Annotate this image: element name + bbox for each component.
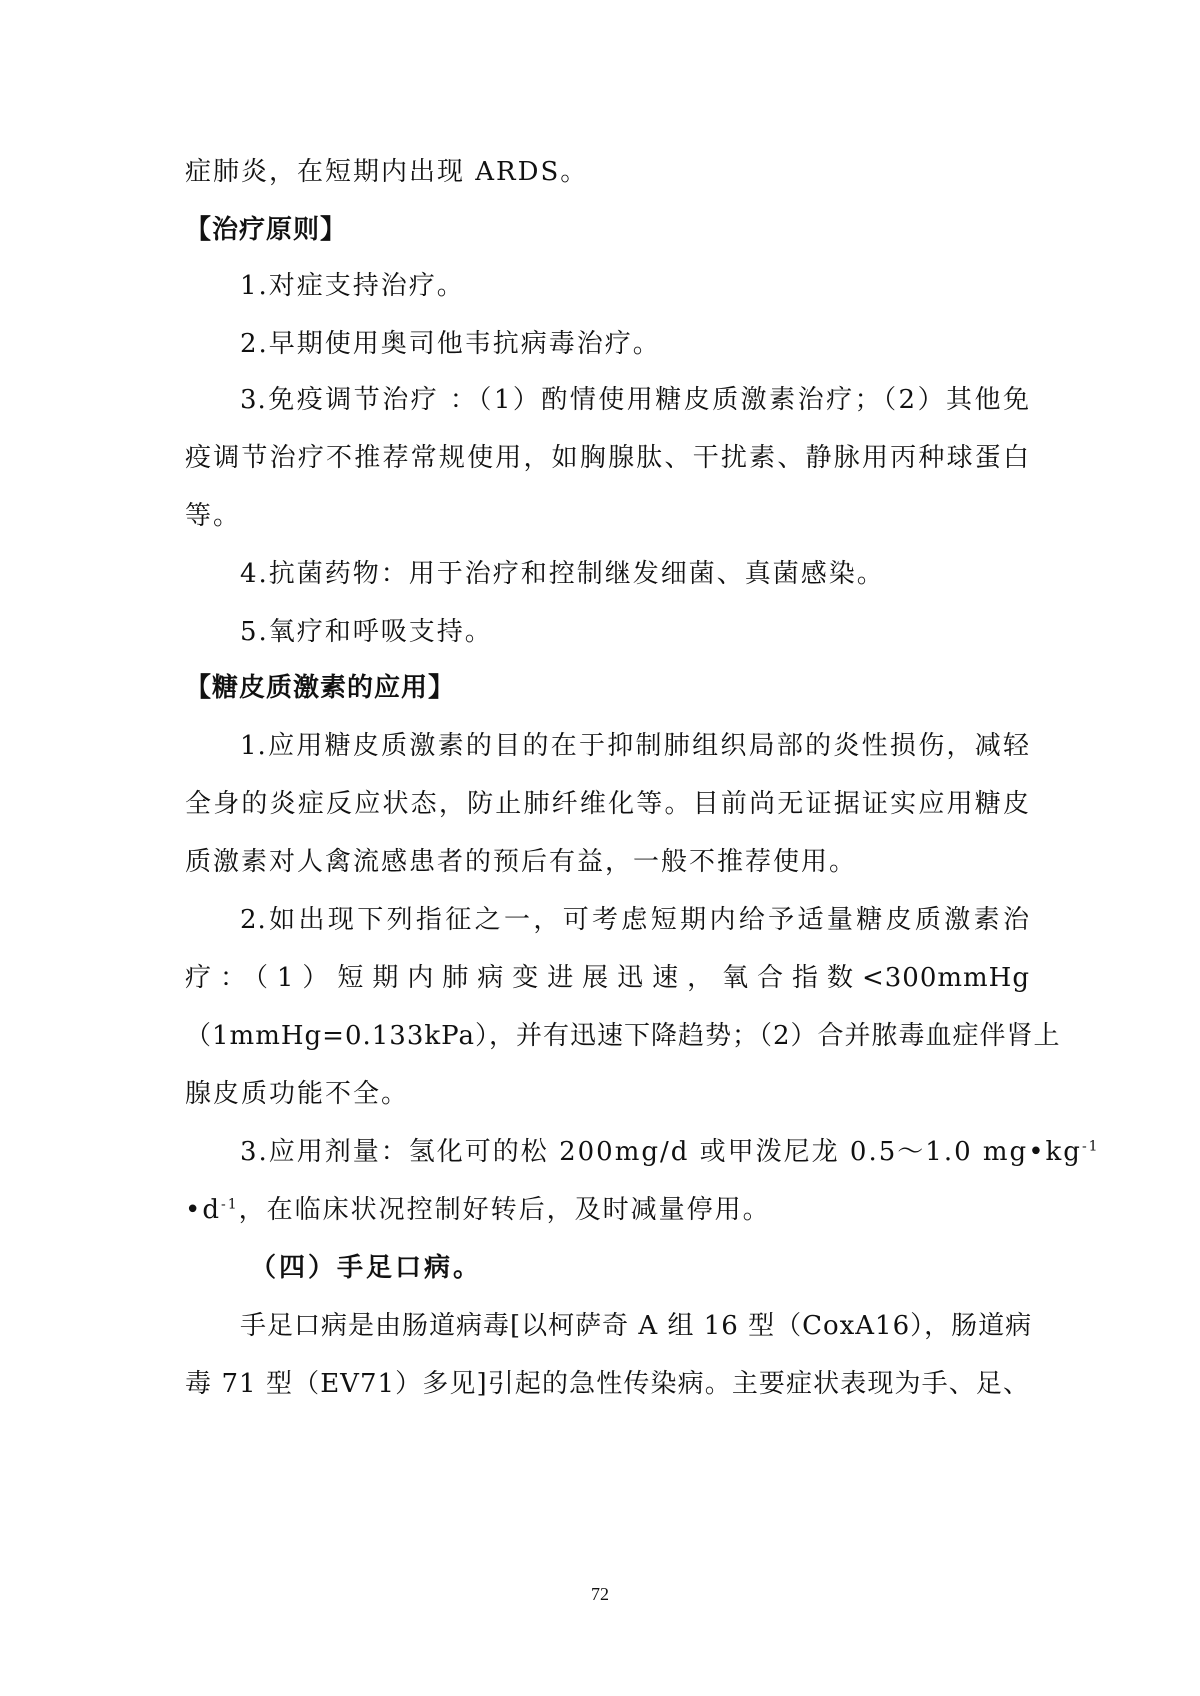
paragraph-line: 腺皮质功能不全。 — [185, 1079, 410, 1109]
paragraph-line: （1mmHg=0.133kPa），并有迅速下降趋势；（2）合并脓毒血症伴肾上 — [185, 1021, 1061, 1051]
paragraph-line: 全身的炎症反应状态，防止肺纤维化等。目前尚无证据证实应用糖皮 — [185, 789, 1030, 819]
paragraph-line-dosage — [240, 1132, 1100, 1172]
paragraph-line: 症肺炎，在短期内出现 ARDS。 — [185, 157, 589, 187]
section-heading-glucocorticoid-use: 【糖皮质激素的应用】 — [185, 673, 456, 703]
paragraph-line: 疫调节治疗不推荐常规使用，如胸腺肽、干扰素、静脉用丙种球蛋白 — [185, 443, 1030, 473]
dosage-continued-text: ，在临床状况控制好转后，及时减量停用。 — [238, 1195, 771, 1225]
paragraph-line: 疗：（1）短期内肺病变进展迅速，氧合指数<300mmHg — [185, 963, 1030, 993]
page-number: 72 — [591, 1584, 609, 1604]
paragraph-line: 3.免疫调节治疗 ：（1）酌情使用糖皮质激素治疗；（2）其他免 — [240, 385, 1030, 415]
dosage-unit-text: •d — [185, 1195, 221, 1225]
paragraph-line-dosage-continued — [185, 1190, 1030, 1230]
section-heading-treatment-principles: 【治疗原则】 — [185, 215, 348, 245]
paragraph-line: 毒 71 型（EV71）多见]引起的急性传染病。主要症状表现为手、足、 — [185, 1369, 1030, 1399]
superscript-exponent: -1 — [1081, 1138, 1100, 1155]
paragraph-line: 2.早期使用奥司他韦抗病毒治疗。 — [240, 329, 661, 359]
paragraph-line: 手足口病是由肠道病毒[以柯萨奇 A 组 16 型（CoxA16），肠道病 — [240, 1311, 1033, 1341]
dosage-text: 3.应用剂量：氢化可的松 200mg/d 或甲泼尼龙 0.5～1.0 mg•kg — [240, 1137, 1082, 1167]
paragraph-line: 5.氧疗和呼吸支持。 — [240, 617, 493, 647]
subsection-heading-hand-foot-mouth: （四）手足口病。 — [250, 1253, 483, 1283]
superscript-exponent: -1 — [220, 1196, 239, 1213]
paragraph-line: 等。 — [185, 501, 242, 531]
paragraph-line: 2.如出现下列指征之一，可考虑短期内给予适量糖皮质激素治 — [240, 905, 1030, 935]
paragraph-line: 1.对症支持治疗。 — [240, 271, 465, 301]
paragraph-line: 1.应用糖皮质激素的目的在于抑制肺组织局部的炎性损伤，减轻 — [240, 731, 1030, 761]
paragraph-line: 4.抗菌药物：用于治疗和控制继发细菌、真菌感染。 — [240, 559, 885, 589]
paragraph-line: 质激素对人禽流感患者的预后有益，一般不推荐使用。 — [185, 847, 858, 877]
